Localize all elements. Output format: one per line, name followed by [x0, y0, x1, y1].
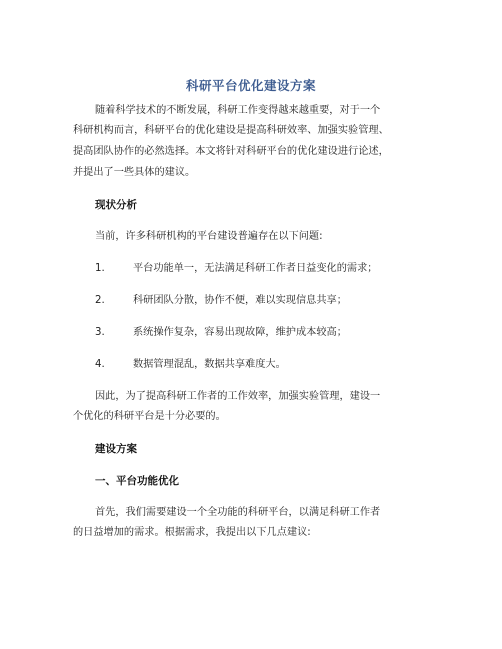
intro-line-4: 并提出了一些具体的建议。: [73, 167, 196, 178]
list-item-number: 3.: [95, 327, 105, 338]
list-item-number: 1.: [95, 263, 105, 274]
list-item-text: 系统操作复杂，容易出现故障，维护成本较高；: [133, 327, 347, 338]
status-lead: 当前，许多科研机构的平台建设普遍存在以下问题:: [95, 231, 323, 242]
section-heading-plan: 建设方案: [95, 443, 137, 455]
status-conclusion-line-2: 个优化的科研平台是十分必要的。: [73, 411, 226, 422]
list-item-number: 2.: [95, 295, 105, 306]
plan-body-line-2: 的日益增加的需求。根据需求，我提出以下几点建议:: [73, 527, 311, 538]
list-item-number: 4.: [95, 359, 105, 370]
document-title: 科研平台优化建设方案: [185, 78, 316, 93]
list-item-text: 数据管理混乱，数据共享难度大。: [133, 359, 286, 370]
section-heading-status: 现状分析: [95, 199, 137, 211]
intro-line-3: 提高团队协作的必然选择。本文将针对科研平台的优化建设进行论述，: [73, 146, 389, 157]
plan-body-line-1: 首先，我们需要建设一个全功能的科研平台，以满足科研工作者: [95, 507, 381, 518]
list-item-text: 科研团队分散，协作不便，难以实现信息共享；: [133, 295, 347, 306]
intro-line-2: 科研机构而言，科研平台的优化建设是提高科研效率、加强实验管理、: [73, 125, 389, 136]
status-conclusion-line-1: 因此，为了提高科研工作者的工作效率，加强实验管理，建设一: [95, 391, 381, 402]
list-item-text: 平台功能单一，无法满足科研工作者日益变化的需求；: [133, 263, 378, 274]
intro-line-1: 随着科学技术的不断发展，科研工作变得越来越重要，对于一个: [95, 105, 381, 116]
subsection-heading-platform: 一、平台功能优化: [95, 475, 179, 487]
